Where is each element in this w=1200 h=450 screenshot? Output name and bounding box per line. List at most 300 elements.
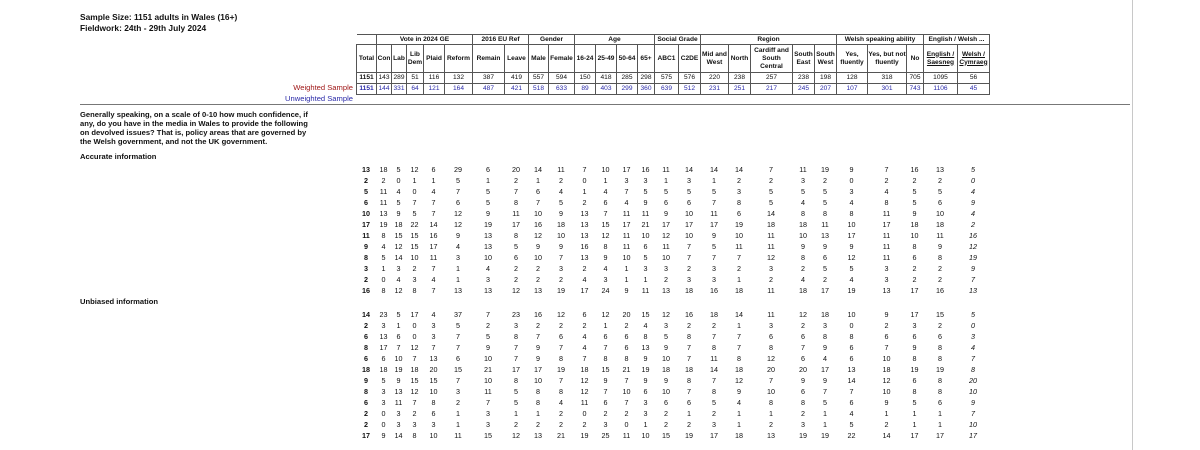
row-value: 6 — [396, 332, 401, 341]
row-value: 1 — [412, 176, 417, 185]
row-value: 11 — [767, 310, 775, 319]
row-value: 2 — [664, 409, 668, 418]
row-value: 9 — [849, 242, 854, 251]
row-value: 2 — [536, 420, 540, 429]
row-value: 2 — [687, 321, 691, 330]
column-header: 50-64 — [617, 45, 638, 73]
fieldwork-text: Fieldwork: 24th - 29th July 2024 — [80, 23, 207, 33]
row-value: 11 — [799, 165, 807, 174]
group-header-1: Vote in 2024 GE — [377, 35, 473, 45]
row-value: 8 — [536, 387, 540, 396]
weighted-sample-cell: 298 — [638, 73, 655, 84]
row-value: 6 — [624, 332, 629, 341]
row-value: 16 — [936, 286, 944, 295]
row-value: 9 — [823, 242, 827, 251]
row-value: 7 — [737, 343, 741, 352]
row-value: 5 — [938, 187, 942, 196]
column-header: No — [907, 45, 924, 73]
row-value: 2 — [514, 420, 518, 429]
row-value: 6 — [849, 343, 854, 352]
row-value: 0 — [624, 420, 629, 429]
row-value: 13 — [662, 286, 670, 295]
row-value: 6 — [938, 398, 942, 407]
row-value: 21 — [557, 431, 565, 440]
row-value: 1 — [624, 275, 629, 284]
row-value: 5 — [971, 165, 975, 174]
row-value: 3 — [769, 264, 773, 273]
row-value: 3 — [603, 420, 608, 429]
row-value: 13 — [580, 253, 589, 262]
row-value: 2 — [364, 409, 368, 418]
row-value: 2 — [938, 321, 942, 330]
column-header: South East — [793, 45, 815, 73]
sample-size-text: Sample Size: 1151 adults in Wales (16+) — [80, 12, 238, 22]
row-value: 18 — [799, 286, 807, 295]
row-value: 6 — [381, 354, 386, 363]
row-value: 4 — [431, 187, 436, 196]
unweighted-sample-cell: 299 — [617, 84, 638, 95]
row-value: 1 — [737, 409, 741, 418]
row-value: 10 — [767, 387, 775, 396]
row-value: 0 — [582, 176, 587, 185]
row-value: 13 — [936, 165, 944, 174]
row-value: 3 — [643, 409, 648, 418]
row-value: 2 — [664, 275, 668, 284]
row-value: 20 — [429, 365, 438, 374]
row-value: 6 — [536, 187, 540, 196]
row-value: 7 — [687, 242, 691, 251]
row-value: 7 — [737, 332, 741, 341]
row-value: 13 — [379, 209, 388, 218]
row-value: 11 — [622, 209, 631, 218]
row-value: 5 — [687, 187, 691, 196]
column-header-row — [357, 45, 990, 73]
row-value: 17 — [821, 365, 829, 374]
column-header: Welsh / Cymraeg — [958, 45, 990, 73]
unweighted-sample-cell: 518 — [529, 84, 549, 95]
row-value: 13 — [847, 365, 856, 374]
row-value: 5 — [769, 187, 773, 196]
row-value: 14 — [534, 165, 542, 174]
row-value: 10 — [534, 376, 542, 385]
row-value: 0 — [381, 420, 386, 429]
row-value: 19 — [821, 165, 829, 174]
weighted-sample-cell: 238 — [793, 73, 815, 84]
row-value: 8 — [514, 198, 518, 207]
row-value: 5 — [486, 187, 490, 196]
row-value: 2 — [624, 321, 629, 330]
row-value: 2 — [769, 275, 773, 284]
row-value: 6 — [801, 332, 805, 341]
row-value: 6 — [938, 332, 942, 341]
row-value: 3 — [486, 275, 490, 284]
column-header: Remain — [473, 45, 505, 73]
row-value: 9 — [559, 209, 563, 218]
weighted-sample-label: Weighted Sample — [293, 83, 353, 92]
row-value: 17 — [910, 431, 919, 440]
row-value: 19 — [910, 365, 919, 374]
unweighted-sample-cell: 89 — [575, 84, 596, 95]
row-value: 9 — [971, 264, 975, 273]
row-value: 9 — [912, 343, 917, 352]
row-value: 11 — [622, 242, 631, 251]
group-header-4: Age — [575, 35, 655, 45]
row-value: 5 — [912, 198, 917, 207]
row-value: 9 — [486, 209, 490, 218]
unweighted-sample-cell: 164 — [445, 84, 473, 95]
column-header: Reform — [445, 45, 473, 73]
row-value: 7 — [971, 409, 975, 418]
row-value: 19 — [379, 220, 388, 229]
row-value: 2 — [712, 321, 716, 330]
row-value: 11 — [622, 431, 631, 440]
row-value: 9 — [884, 310, 889, 319]
row-value: 10 — [662, 253, 670, 262]
row-value: 4 — [396, 275, 401, 284]
row-value: 8 — [912, 242, 917, 251]
row-value: 1 — [456, 420, 460, 429]
row-value: 16 — [910, 165, 919, 174]
row-value: 3 — [381, 398, 386, 407]
row-value: 1 — [624, 264, 629, 273]
row-value: 2 — [582, 198, 587, 207]
row-value: 4 — [971, 209, 975, 218]
row-value: 9 — [912, 209, 917, 218]
row-value: 6 — [456, 354, 460, 363]
row-value: 17 — [710, 220, 718, 229]
row-value: 8 — [938, 387, 942, 396]
row-value: 8 — [643, 332, 648, 341]
row-value: 7 — [603, 209, 608, 218]
row-value: 0 — [412, 332, 417, 341]
row-value: 7 — [712, 332, 716, 341]
row-value: 5 — [559, 198, 563, 207]
row-value: 11 — [882, 242, 891, 251]
row-value: 9 — [536, 343, 540, 352]
group-header-8: English / Welsh ... — [924, 35, 990, 45]
row-value: 7 — [769, 165, 773, 174]
group-header-5: Social Grade — [655, 35, 701, 45]
row-value: 9 — [536, 354, 540, 363]
row-value: 37 — [454, 310, 462, 319]
row-value: 7 — [514, 343, 518, 352]
row-value: 1 — [938, 420, 942, 429]
row-value: 5 — [514, 387, 518, 396]
row-value: 11 — [512, 209, 520, 218]
row-value: 6 — [849, 354, 854, 363]
row-value: 2 — [536, 321, 540, 330]
row-value: 8 — [364, 343, 368, 352]
row-value: 11 — [767, 286, 775, 295]
row-value: 6 — [364, 354, 368, 363]
row-value: 5 — [456, 321, 460, 330]
row-value: 0 — [849, 176, 854, 185]
row-value: 12 — [534, 231, 542, 240]
row-value: 9 — [381, 431, 386, 440]
row-value: 11 — [580, 398, 589, 407]
header-divider — [80, 104, 1130, 105]
row-value: 3 — [687, 275, 691, 284]
row-value: 3 — [643, 176, 648, 185]
row-value: 7 — [456, 187, 460, 196]
row-value: 6 — [664, 398, 668, 407]
row-value: 4 — [582, 343, 587, 352]
row-value: 3 — [737, 187, 741, 196]
row-value: 2 — [823, 275, 827, 284]
row-value: 16 — [641, 165, 650, 174]
row-value: 7 — [431, 286, 436, 295]
weighted-sample-cell: 387 — [473, 73, 505, 84]
row-value: 18 — [799, 220, 807, 229]
weighted-sample-cell: 150 — [575, 73, 596, 84]
row-value: 9 — [603, 376, 608, 385]
row-value: 2 — [559, 420, 563, 429]
row-value: 12 — [394, 242, 403, 251]
row-value: 19 — [394, 365, 403, 374]
row-value: 13 — [379, 332, 388, 341]
unweighted-sample-cell: 121 — [424, 84, 445, 95]
row-value: 20 — [767, 365, 775, 374]
row-value: 5 — [396, 310, 401, 319]
column-header: Cardiff and South Central — [751, 45, 793, 73]
row-value: 4 — [971, 187, 975, 196]
row-value: 17 — [910, 286, 919, 295]
row-value: 1 — [823, 409, 827, 418]
row-value: 2 — [769, 176, 773, 185]
row-value: 3 — [559, 264, 563, 273]
row-value: 7 — [971, 275, 975, 284]
crosstab-header-table — [356, 34, 990, 95]
row-value: 8 — [801, 398, 805, 407]
column-header: ABC1 — [655, 45, 679, 73]
row-value: 9 — [643, 376, 648, 385]
row-value: 9 — [801, 376, 805, 385]
column-header: Leave — [505, 45, 529, 73]
row-value: 7 — [801, 343, 805, 352]
row-value: 8 — [938, 253, 942, 262]
row-value: 3 — [884, 264, 889, 273]
row-value: 9 — [364, 376, 368, 385]
row-value: 7 — [431, 343, 436, 352]
weighted-sample-cell: 132 — [445, 73, 473, 84]
row-value: 5 — [849, 264, 854, 273]
row-value: 7 — [687, 343, 691, 352]
row-value: 16 — [534, 220, 542, 229]
row-value: 6 — [769, 332, 773, 341]
row-value: 4 — [603, 187, 608, 196]
row-value: 15 — [662, 431, 670, 440]
row-value: 7 — [712, 376, 716, 385]
weighted-sample-cell: 143 — [377, 73, 392, 84]
row-value: 0 — [381, 275, 386, 284]
row-value: 17 — [429, 242, 438, 251]
row-value: 11 — [882, 209, 891, 218]
row-value: 8 — [737, 354, 741, 363]
row-value: 3 — [712, 264, 716, 273]
row-value: 2 — [514, 275, 518, 284]
row-value: 7 — [769, 376, 773, 385]
row-value: 14 — [394, 253, 403, 262]
row-value: 8 — [603, 354, 608, 363]
row-value: 3 — [603, 275, 608, 284]
row-value: 3 — [431, 420, 436, 429]
row-value: 5 — [823, 187, 827, 196]
row-value: 20 — [969, 376, 977, 385]
row-value: 19 — [580, 431, 589, 440]
row-value: 11 — [362, 231, 370, 240]
question-text: Generally speaking, on a scale of 0-10 how much confidence, if any, do you have in the media in Wales to provide the following on devolved issues? That is, policy areas that are governed by the Welsh government, and not the UK government. — [80, 110, 308, 146]
unweighted-sample-cell: 45 — [958, 84, 990, 95]
row-value: 5 — [664, 332, 668, 341]
row-value: 7 — [514, 354, 518, 363]
row-value: 11 — [710, 354, 718, 363]
row-value: 5 — [456, 176, 460, 185]
section-title: Unbiased information — [80, 297, 159, 306]
unweighted-sample-cell: 245 — [793, 84, 815, 95]
group-header-row — [357, 35, 990, 45]
row-value: 7 — [971, 354, 975, 363]
row-value: 5 — [823, 198, 827, 207]
row-value: 6 — [582, 310, 587, 319]
row-value: 5 — [643, 187, 648, 196]
row-value: 9 — [664, 376, 668, 385]
column-header: 25-49 — [596, 45, 617, 73]
row-value: 16 — [969, 231, 977, 240]
row-value: 14 — [710, 165, 718, 174]
row-value: 2 — [737, 264, 741, 273]
row-value: 3 — [687, 176, 691, 185]
row-value: 4 — [737, 398, 741, 407]
row-value: 7 — [396, 343, 401, 352]
row-value: 18 — [379, 165, 388, 174]
row-value: 5 — [712, 242, 716, 251]
row-value: 1 — [912, 409, 917, 418]
row-value: 12 — [662, 231, 670, 240]
row-value: 2 — [912, 176, 917, 185]
unweighted-sample-cell: 1106 — [924, 84, 958, 95]
row-value: 18 — [410, 365, 419, 374]
weighted-sample-cell: 419 — [505, 73, 529, 84]
row-value: 16 — [534, 310, 542, 319]
row-value: 4 — [624, 198, 629, 207]
row-value: 2 — [823, 176, 827, 185]
unweighted-sample-cell: 301 — [868, 84, 907, 95]
row-value: 2 — [624, 409, 629, 418]
row-value: 8 — [849, 332, 854, 341]
row-value: 17 — [847, 231, 856, 240]
row-value: 5 — [486, 332, 490, 341]
weighted-sample-cell: 285 — [617, 73, 638, 84]
row-value: 11 — [767, 231, 775, 240]
column-header: Yes, but not fluently — [868, 45, 907, 73]
row-value: 7 — [712, 198, 716, 207]
row-value: 5 — [823, 264, 827, 273]
unweighted-sample-cell: 360 — [638, 84, 655, 95]
row-value: 4 — [559, 187, 563, 196]
row-value: 3 — [396, 409, 401, 418]
row-value: 7 — [536, 332, 540, 341]
row-value: 1 — [603, 176, 608, 185]
row-value: 7 — [884, 343, 889, 352]
row-value: 19 — [799, 431, 807, 440]
row-value: 6 — [364, 198, 368, 207]
row-value: 3 — [364, 264, 368, 273]
row-value: 17 — [379, 343, 388, 352]
row-value: 8 — [514, 376, 518, 385]
row-value: 4 — [431, 275, 436, 284]
row-value: 1 — [737, 321, 741, 330]
row-value: 2 — [971, 220, 975, 229]
row-value: 5 — [823, 398, 827, 407]
row-value: 1 — [536, 409, 540, 418]
row-value: 2 — [536, 264, 540, 273]
row-value: 12 — [580, 376, 589, 385]
row-value: 1 — [712, 176, 716, 185]
row-value: 4 — [849, 198, 854, 207]
row-value: 1 — [536, 176, 540, 185]
row-value: 15 — [410, 242, 419, 251]
row-value: 15 — [410, 376, 419, 385]
row-value: 19 — [969, 253, 977, 262]
row-value: 8 — [823, 332, 827, 341]
row-value: 25 — [601, 431, 610, 440]
row-value: 7 — [712, 253, 716, 262]
row-value: 10 — [484, 376, 492, 385]
row-value: 8 — [971, 365, 975, 374]
weighted-sample-cell: 128 — [837, 73, 868, 84]
row-value: 4 — [559, 398, 563, 407]
unweighted-sample-cell: 331 — [392, 84, 407, 95]
weighted-sample-cell: 575 — [655, 73, 679, 84]
row-value: 11 — [557, 165, 565, 174]
row-value: 6 — [603, 398, 608, 407]
row-value: 12 — [767, 253, 775, 262]
row-value: 8 — [912, 387, 917, 396]
row-value: 8 — [769, 343, 773, 352]
column-header: Male — [529, 45, 549, 73]
row-value: 0 — [971, 321, 975, 330]
row-value: 1 — [643, 420, 648, 429]
row-value: 6 — [364, 332, 368, 341]
row-value: 8 — [603, 242, 608, 251]
row-value: 17 — [936, 431, 944, 440]
row-value: 21 — [641, 220, 650, 229]
row-value: 15 — [601, 365, 610, 374]
row-value: 10 — [882, 387, 891, 396]
weighted-sample-cell: 318 — [868, 73, 907, 84]
row-value: 9 — [603, 253, 608, 262]
row-value: 3 — [664, 321, 668, 330]
row-value: 12 — [410, 165, 419, 174]
row-value: 7 — [412, 354, 417, 363]
row-value: 1 — [582, 187, 587, 196]
row-value: 10 — [557, 231, 565, 240]
row-value: 8 — [938, 354, 942, 363]
unweighted-sample-cell: 633 — [549, 84, 575, 95]
row-value: 10 — [685, 209, 693, 218]
row-value: 6 — [486, 165, 490, 174]
row-value: 2 — [364, 275, 368, 284]
row-value: 10 — [936, 209, 944, 218]
row-value: 9 — [737, 387, 741, 396]
row-value: 4 — [431, 310, 436, 319]
row-value: 8 — [823, 209, 827, 218]
row-value: 8 — [687, 332, 691, 341]
row-value: 17 — [410, 310, 419, 319]
row-value: 12 — [799, 310, 807, 319]
row-value: 7 — [823, 387, 827, 396]
row-value: 22 — [847, 431, 856, 440]
